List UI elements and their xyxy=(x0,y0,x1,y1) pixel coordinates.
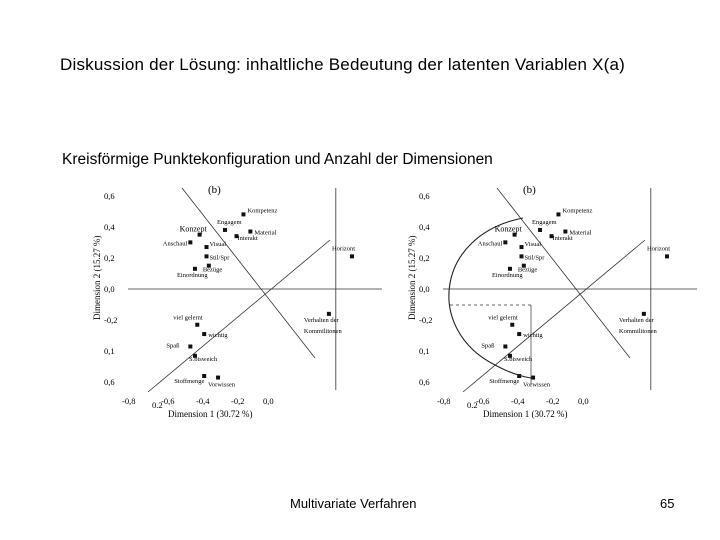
point-label: Stoffmenge xyxy=(174,378,205,386)
y-tick-label: 0,0 xyxy=(419,284,430,294)
mds-plot-right-svg xyxy=(405,180,705,425)
data-point xyxy=(520,254,524,258)
point-label: Material xyxy=(569,229,592,237)
point-label: Engagem xyxy=(531,218,557,226)
point-label: Spaß xyxy=(481,342,495,350)
point-label: Horizont xyxy=(646,245,671,253)
data-point xyxy=(223,228,227,232)
x-tick-label: -0,8 xyxy=(437,396,451,406)
point-label: Verhalten der xyxy=(303,316,339,324)
point-label: Vorwissen xyxy=(208,381,236,389)
point-label: wichtig xyxy=(523,332,543,340)
data-point xyxy=(520,245,524,249)
slide-footer: Multivariate Verfahren xyxy=(290,496,417,511)
point-label: Kommilitonen xyxy=(303,327,342,335)
point-label: Einordnung xyxy=(176,271,208,279)
y-tick-label: 0,6 xyxy=(419,190,430,201)
y-tick-label: 0,2 xyxy=(419,252,430,263)
point-label: Kompetenz xyxy=(562,207,593,215)
x-tick-label: 0.2 xyxy=(467,400,478,410)
data-point xyxy=(188,240,192,244)
point-label: Horizont xyxy=(331,245,356,253)
x-tick-label: -0,8 xyxy=(122,396,136,406)
point-label: Vorwissen xyxy=(523,381,551,389)
point-label: Bezüge xyxy=(202,266,223,274)
mds-plot-left-svg xyxy=(90,180,390,425)
point-label: Material xyxy=(254,229,277,237)
data-point xyxy=(531,376,535,380)
slide-title: Diskussion der Lösung: inhaltliche Bedeutung der latenten Variablen X(a) xyxy=(60,55,626,74)
y-tick-label: 0,4 xyxy=(419,221,430,232)
data-point xyxy=(205,254,209,258)
x-axis-label: Dimension 1 (30.72 %) xyxy=(483,409,568,419)
point-label: viel gelernt xyxy=(173,314,203,322)
data-point xyxy=(503,344,507,348)
point-label: Stil/Spr xyxy=(524,254,545,262)
point-label: wichtig xyxy=(208,332,228,340)
y-tick-label: -0,2 xyxy=(104,315,118,326)
y-axis-label: Dimension 2 (15.27 %) xyxy=(92,235,102,320)
mds-plot-right xyxy=(405,180,705,425)
data-point xyxy=(642,312,646,316)
data-point xyxy=(665,254,669,258)
x-tick-label: -0,6 xyxy=(161,396,175,406)
point-label: Kommilitonen xyxy=(618,327,657,335)
data-point xyxy=(327,312,331,316)
data-point xyxy=(563,230,567,234)
data-point xyxy=(508,267,512,271)
chart-title: (b) xyxy=(523,184,536,196)
y-tick-label: 0,6 xyxy=(104,190,115,201)
chart-title: (b) xyxy=(208,184,221,196)
point-label: Stoffmenge xyxy=(489,378,520,386)
data-point xyxy=(510,323,514,327)
y-tick-label: 0,6 xyxy=(104,377,115,388)
y-tick-label: 0,1 xyxy=(104,346,115,357)
point-label: Kompetenz xyxy=(247,207,278,215)
slide-subtitle: Kreisförmige Punktekonfiguration und Anzahl der Dimensionen xyxy=(62,151,493,168)
data-point xyxy=(195,323,199,327)
y-tick-label: 0,6 xyxy=(419,377,430,388)
point-label: Engagem xyxy=(216,218,242,226)
x-axis-label: Dimension 1 (30.72 %) xyxy=(168,409,253,419)
x-tick-label: 0.2 xyxy=(152,400,163,410)
x-tick-label: -0,4 xyxy=(511,396,525,406)
y-axis-label: Dimension 2 (15.27 %) xyxy=(407,235,417,320)
point-label: S.bisweich xyxy=(188,355,218,363)
point-label: Konzept xyxy=(179,224,207,234)
data-point xyxy=(556,212,560,216)
data-point xyxy=(216,376,220,380)
data-point xyxy=(538,228,542,232)
mds-plot-left xyxy=(90,180,390,425)
point-label: Spaß xyxy=(166,342,180,350)
point-label: viel gelernt xyxy=(488,314,518,322)
point-label: Anschaul xyxy=(477,240,503,248)
x-tick-label: 0,0 xyxy=(263,396,274,406)
x-tick-label: -0,4 xyxy=(196,396,210,406)
y-tick-label: 0,2 xyxy=(104,252,115,263)
y-tick-label: 0,4 xyxy=(104,221,115,232)
data-point xyxy=(248,230,252,234)
point-label: Visual xyxy=(209,241,227,249)
point-label: Konzept xyxy=(494,224,522,234)
y-tick-label: 0,1 xyxy=(419,346,430,357)
point-label: Stil/Spr xyxy=(209,254,230,262)
y-tick-label: -0,2 xyxy=(419,315,433,326)
page-number: 65 xyxy=(660,496,675,511)
point-label: Anschaul xyxy=(162,240,188,248)
point-label: Visual xyxy=(524,241,542,249)
x-tick-label: -0,2 xyxy=(546,396,560,406)
data-point xyxy=(241,212,245,216)
data-point xyxy=(193,267,197,271)
data-point xyxy=(503,240,507,244)
x-tick-label: 0,0 xyxy=(578,396,589,406)
point-label: Interakt xyxy=(237,235,258,243)
data-point xyxy=(350,254,354,258)
data-point xyxy=(205,245,209,249)
point-label: S.bisweich xyxy=(503,355,533,363)
y-tick-label: 0,0 xyxy=(104,284,115,294)
data-point xyxy=(188,344,192,348)
x-tick-label: -0,2 xyxy=(231,396,245,406)
data-point xyxy=(517,332,521,336)
point-label: Einordnung xyxy=(491,271,523,279)
point-label: Bezüge xyxy=(517,266,538,274)
data-point xyxy=(202,332,206,336)
point-label: Interakt xyxy=(552,235,573,243)
point-label: Verhalten der xyxy=(618,316,654,324)
x-tick-label: -0,6 xyxy=(476,396,490,406)
